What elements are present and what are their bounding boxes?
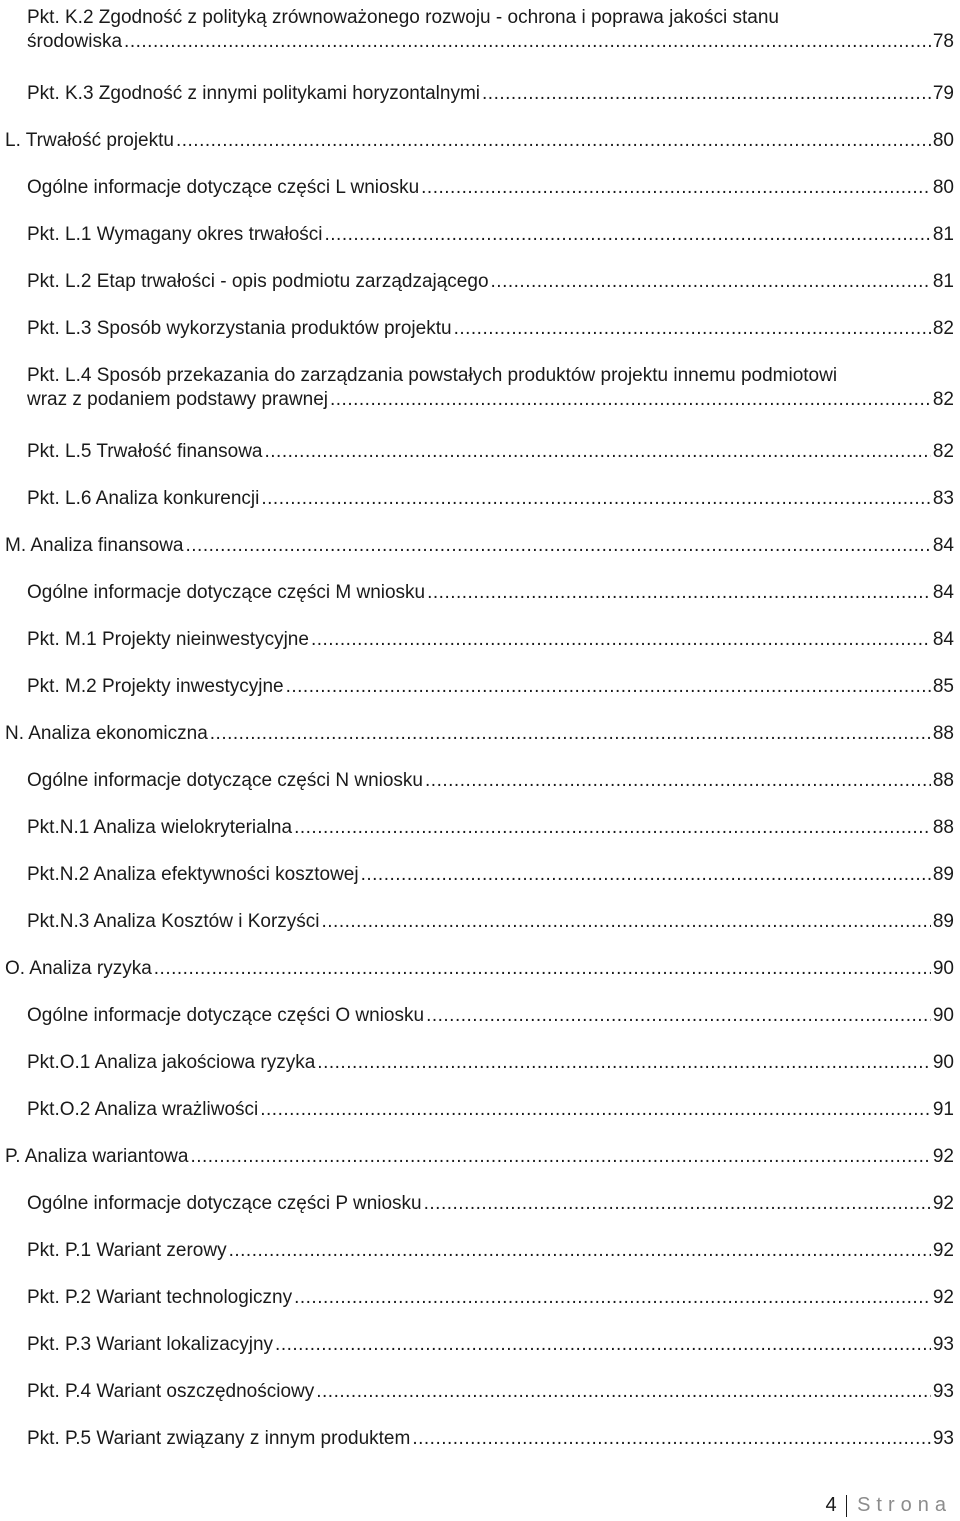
toc-entry[interactable] <box>0 170 960 217</box>
toc-leader-dots <box>275 1333 931 1357</box>
toc-entry-page: 92 <box>932 1240 954 1261</box>
toc-entry-page: 85 <box>932 676 954 697</box>
toc-entry[interactable] <box>0 1186 960 1233</box>
toc-entry[interactable] <box>0 1327 960 1374</box>
toc-entry-label: Pkt.N.2 Analiza efektywności kosztowej <box>27 864 359 885</box>
toc-entry-label: Pkt. L.5 Trwałość finansowa <box>27 441 263 462</box>
toc-entry-label: środowiska <box>27 31 123 52</box>
toc-entry[interactable] <box>0 669 960 716</box>
toc-entry-label: P. Analiza wariantowa <box>5 1146 189 1167</box>
toc-entry-label: N. Analiza ekonomiczna <box>5 723 208 744</box>
toc-leader-dots <box>124 30 931 54</box>
toc-entry[interactable] <box>0 1045 960 1092</box>
toc-leader-dots <box>316 1380 931 1404</box>
toc-leader-dots <box>154 957 931 981</box>
toc-entry-label: Pkt. L.3 Sposób wykorzystania produktów projektu <box>27 318 452 339</box>
toc-entry-page: 88 <box>932 817 954 838</box>
toc-entry[interactable] <box>0 358 960 434</box>
toc-entry-label: L. Trwałość projektu <box>5 130 174 151</box>
toc-entry-label: M. Analiza finansowa <box>5 535 184 556</box>
toc-entry-page: 78 <box>932 31 954 52</box>
toc-entry-page: 91 <box>932 1099 954 1120</box>
toc-entry-page: 82 <box>932 441 954 462</box>
toc-entry[interactable] <box>0 0 960 76</box>
toc-entry-label: wraz z podaniem podstawy prawnej <box>27 389 328 410</box>
toc-entry[interactable] <box>0 716 960 763</box>
toc-entry-label: Pkt. M.1 Projekty nieinwestycyjne <box>27 629 309 650</box>
toc-entry-page: 89 <box>932 911 954 932</box>
toc-entry-label: Pkt. P.2 Wariant technologiczny <box>27 1287 293 1308</box>
toc-entry-label: Pkt. P.4 Wariant oszczędnościowy <box>27 1381 315 1402</box>
toc-entry-page: 92 <box>932 1287 954 1308</box>
toc-entry-page: 80 <box>932 130 954 151</box>
page-word: Strona <box>857 1494 952 1516</box>
toc-entry-page: 84 <box>932 629 954 650</box>
toc-entry-label: Ogólne informacje dotyczące części N wniosku <box>27 770 424 791</box>
toc-entry-label: Pkt.O.2 Analiza wrażliwości <box>27 1099 259 1120</box>
toc-entry-label: Ogólne informacje dotyczące części M wniosku <box>27 582 426 603</box>
toc-entry[interactable] <box>0 311 960 358</box>
toc-leader-dots <box>454 317 931 341</box>
toc-entry-page: 81 <box>932 271 954 292</box>
toc-leader-dots <box>311 628 931 652</box>
page-number: 4 <box>825 1494 837 1516</box>
toc-entry-label: Pkt. P.1 Wariant zerowy <box>27 1240 227 1261</box>
toc-leader-dots <box>412 1427 931 1451</box>
footer-divider <box>846 1495 848 1517</box>
toc-leader-dots <box>260 1098 931 1122</box>
toc-entry-page: 80 <box>932 177 954 198</box>
toc-entry-label: Ogólne informacje dotyczące części L wniosku <box>27 177 420 198</box>
toc-leader-dots <box>261 487 931 511</box>
toc-leader-dots <box>294 816 931 840</box>
toc-leader-dots <box>210 722 931 746</box>
toc-leader-dots <box>286 675 931 699</box>
toc-entry-page: 88 <box>932 770 954 791</box>
toc-entry[interactable] <box>0 1139 960 1186</box>
toc-leader-dots <box>322 910 931 934</box>
toc-entry-page: 89 <box>932 864 954 885</box>
toc-leader-dots <box>176 129 931 153</box>
toc-entry[interactable] <box>0 264 960 311</box>
toc-entry-label: Pkt. K.3 Zgodność z innymi politykami horyzontalnymi <box>27 83 481 104</box>
toc-entry-label-line1: Pkt. K.2 Zgodność z polityką zrównoważonego rozwoju - ochrona i poprawa jakości stanu <box>27 7 779 28</box>
toc-leader-dots <box>265 440 931 464</box>
toc-entry[interactable] <box>0 763 960 810</box>
toc-entry-label: Pkt. L.2 Etap trwałości - opis podmiotu zarządzającego <box>27 271 489 292</box>
toc-entry-label: Pkt.O.1 Analiza jakościowa ryzyka <box>27 1052 316 1073</box>
toc-leader-dots <box>427 581 931 605</box>
toc-entry-page: 81 <box>932 224 954 245</box>
toc-entry-page: 83 <box>932 488 954 509</box>
toc-entry[interactable] <box>0 998 960 1045</box>
toc-entry-label: Ogólne informacje dotyczące części O wniosku <box>27 1005 425 1026</box>
toc-entry[interactable] <box>0 1421 960 1468</box>
toc-entry-page: 90 <box>932 1005 954 1026</box>
toc-leader-dots <box>190 1145 930 1169</box>
toc-entry[interactable] <box>0 434 960 481</box>
toc-entry-page: 90 <box>932 1052 954 1073</box>
toc-entry-page: 79 <box>932 83 954 104</box>
toc-leader-dots <box>361 863 931 887</box>
toc-entry-label: O. Analiza ryzyka <box>5 958 152 979</box>
toc-entry-page: 93 <box>932 1334 954 1355</box>
toc-leader-dots <box>426 1004 931 1028</box>
toc-entry-page: 84 <box>932 535 954 556</box>
toc-entry-page: 93 <box>932 1428 954 1449</box>
toc-leader-dots <box>424 1192 931 1216</box>
toc-entry-label: Pkt.N.1 Analiza wielokryterialna <box>27 817 293 838</box>
toc-leader-dots <box>491 270 931 294</box>
toc-entry-label: Ogólne informacje dotyczące części P wniosku <box>27 1193 422 1214</box>
toc-leader-dots <box>229 1239 931 1263</box>
page-footer <box>825 1494 952 1517</box>
toc-leader-dots <box>425 769 931 793</box>
toc-leader-dots <box>330 388 931 412</box>
toc-entry-label: Pkt. M.2 Projekty inwestycyjne <box>27 676 284 697</box>
toc-leader-dots <box>317 1051 931 1075</box>
toc-leader-dots <box>482 82 931 106</box>
toc-entry-page: 84 <box>932 582 954 603</box>
toc-entry[interactable] <box>0 481 960 528</box>
toc-entry-page: 82 <box>932 389 954 410</box>
toc-entry[interactable] <box>0 123 960 170</box>
toc-entry[interactable] <box>0 1280 960 1327</box>
toc-entry-page: 93 <box>932 1381 954 1402</box>
toc-entry-label: Pkt. P.3 Wariant lokalizacyjny <box>27 1334 274 1355</box>
toc-entry-label: Pkt.N.3 Analiza Kosztów i Korzyści <box>27 911 320 932</box>
toc-entry-page: 82 <box>932 318 954 339</box>
toc-entry-label-line1: Pkt. L.4 Sposób przekazania do zarządzania powstałych produktów projektu innemu podmiotowi <box>27 365 838 386</box>
toc-entry-label: Pkt. L.6 Analiza konkurencji <box>27 488 260 509</box>
toc-leader-dots <box>186 534 931 558</box>
toc-entry-label: Pkt. P.5 Wariant związany z innym produktem <box>27 1428 411 1449</box>
toc-entry[interactable] <box>0 217 960 264</box>
toc-entry[interactable] <box>0 857 960 904</box>
toc-leader-dots <box>324 223 930 247</box>
toc-entry[interactable] <box>0 1233 960 1280</box>
toc-entry[interactable] <box>0 622 960 669</box>
toc-entry[interactable] <box>0 1374 960 1421</box>
toc-leader-dots <box>421 176 931 200</box>
toc-entry[interactable] <box>0 951 960 998</box>
toc-entry-label: Pkt. L.1 Wymagany okres trwałości <box>27 224 323 245</box>
toc-entry-page: 92 <box>932 1193 954 1214</box>
toc-entry-page: 88 <box>932 723 954 744</box>
toc-entry[interactable] <box>0 528 960 575</box>
toc-entry[interactable] <box>0 575 960 622</box>
toc-entry[interactable] <box>0 810 960 857</box>
toc-entry-page: 90 <box>932 958 954 979</box>
toc-entry[interactable] <box>0 1092 960 1139</box>
toc-entry-page: 92 <box>932 1146 954 1167</box>
toc-leader-dots <box>294 1286 931 1310</box>
toc-entry[interactable] <box>0 904 960 951</box>
toc-entry[interactable] <box>0 76 960 123</box>
